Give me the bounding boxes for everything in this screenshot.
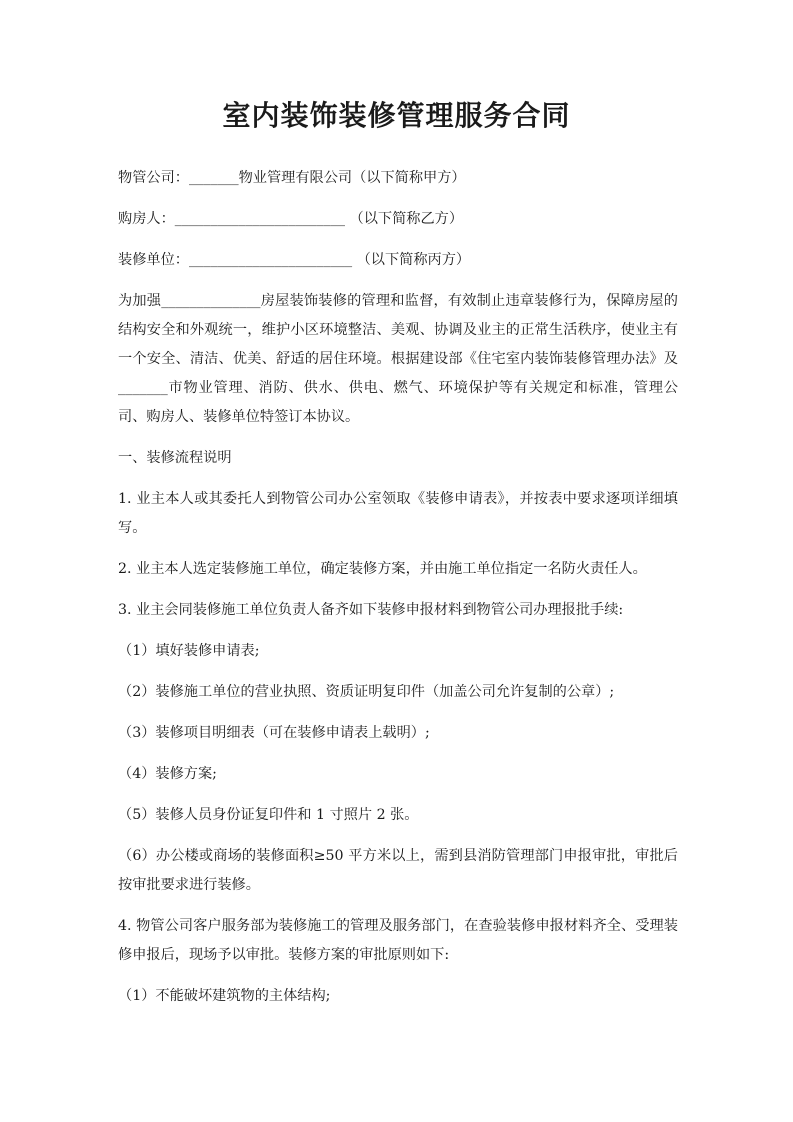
clause-3-item-1: （1）填好装修申请表; xyxy=(118,643,260,659)
preamble-paragraph: 为加强______________房屋装饰装修的管理和监督，有效制止违章装修行为，保障房屋的结构安全和外观统一，维护小区环境整洁、美观、协调及业主的正常生活秩序，使业主有一个安全、清洁、优美、舒适的居住环境。根据建设部《住宅室内装饰装修管理办法》及_______市物业管理、消防、供水、供电、燃气、环境保护等有关规定和标准，管理公司、购房人、装修单位特签订本协议。 xyxy=(118,293,678,425)
clause-4: 4. 物管公司客户服务部为装修施工的管理及服务部门，在查验装修申报材料齐全、受理装修申报后，现场予以审批。装修方案的审批原则如下: xyxy=(118,918,678,963)
clause-4-item-1: （1）不能破坏建筑物的主体结构; xyxy=(118,988,331,1004)
clause-3-item-5: （5）装修人员身份证复印件和 1 寸照片 2 张。 xyxy=(118,807,419,823)
party-a-line: 物管公司：_______物业管理有限公司（以下简称甲方） xyxy=(118,170,466,186)
clause-3-item-6: （6）办公楼或商场的装修面积≥50 平方米以上，需到县消防管理部门申报审批，审批后按审批要求进行装修。 xyxy=(118,848,678,893)
document-title: 室内装饰装修管理服务合同 xyxy=(222,99,571,132)
clause-3-item-4: （4）装修方案; xyxy=(118,766,217,782)
section-heading: 一、装修流程说明 xyxy=(118,450,232,466)
clause-1: 1. 业主本人或其委托人到物管公司办公室领取《装修申请表》，并按表中要求逐项详细填写。 xyxy=(118,491,678,536)
party-b-line: 购房人：________________________ （以下简称乙方） xyxy=(118,211,464,227)
clause-3: 3. 业主会同装修施工单位负责人备齐如下装修申报材料到物管公司办理报批手续: xyxy=(118,602,624,618)
clause-3-item-3: （3）装修项目明细表（可在装修申请表上载明）; xyxy=(118,725,430,741)
document-body xyxy=(118,164,678,1023)
clause-3-item-2: （2）装修施工单位的营业执照、资质证明复印件（加盖公司允许复制的公章）; xyxy=(118,684,615,700)
party-c-line: 装修单位：_______________________ （以下简称丙方） xyxy=(118,252,471,268)
clause-2: 2. 业主本人选定装修施工单位，确定装修方案，并由施工单位指定一名防火责任人。 xyxy=(118,561,647,577)
